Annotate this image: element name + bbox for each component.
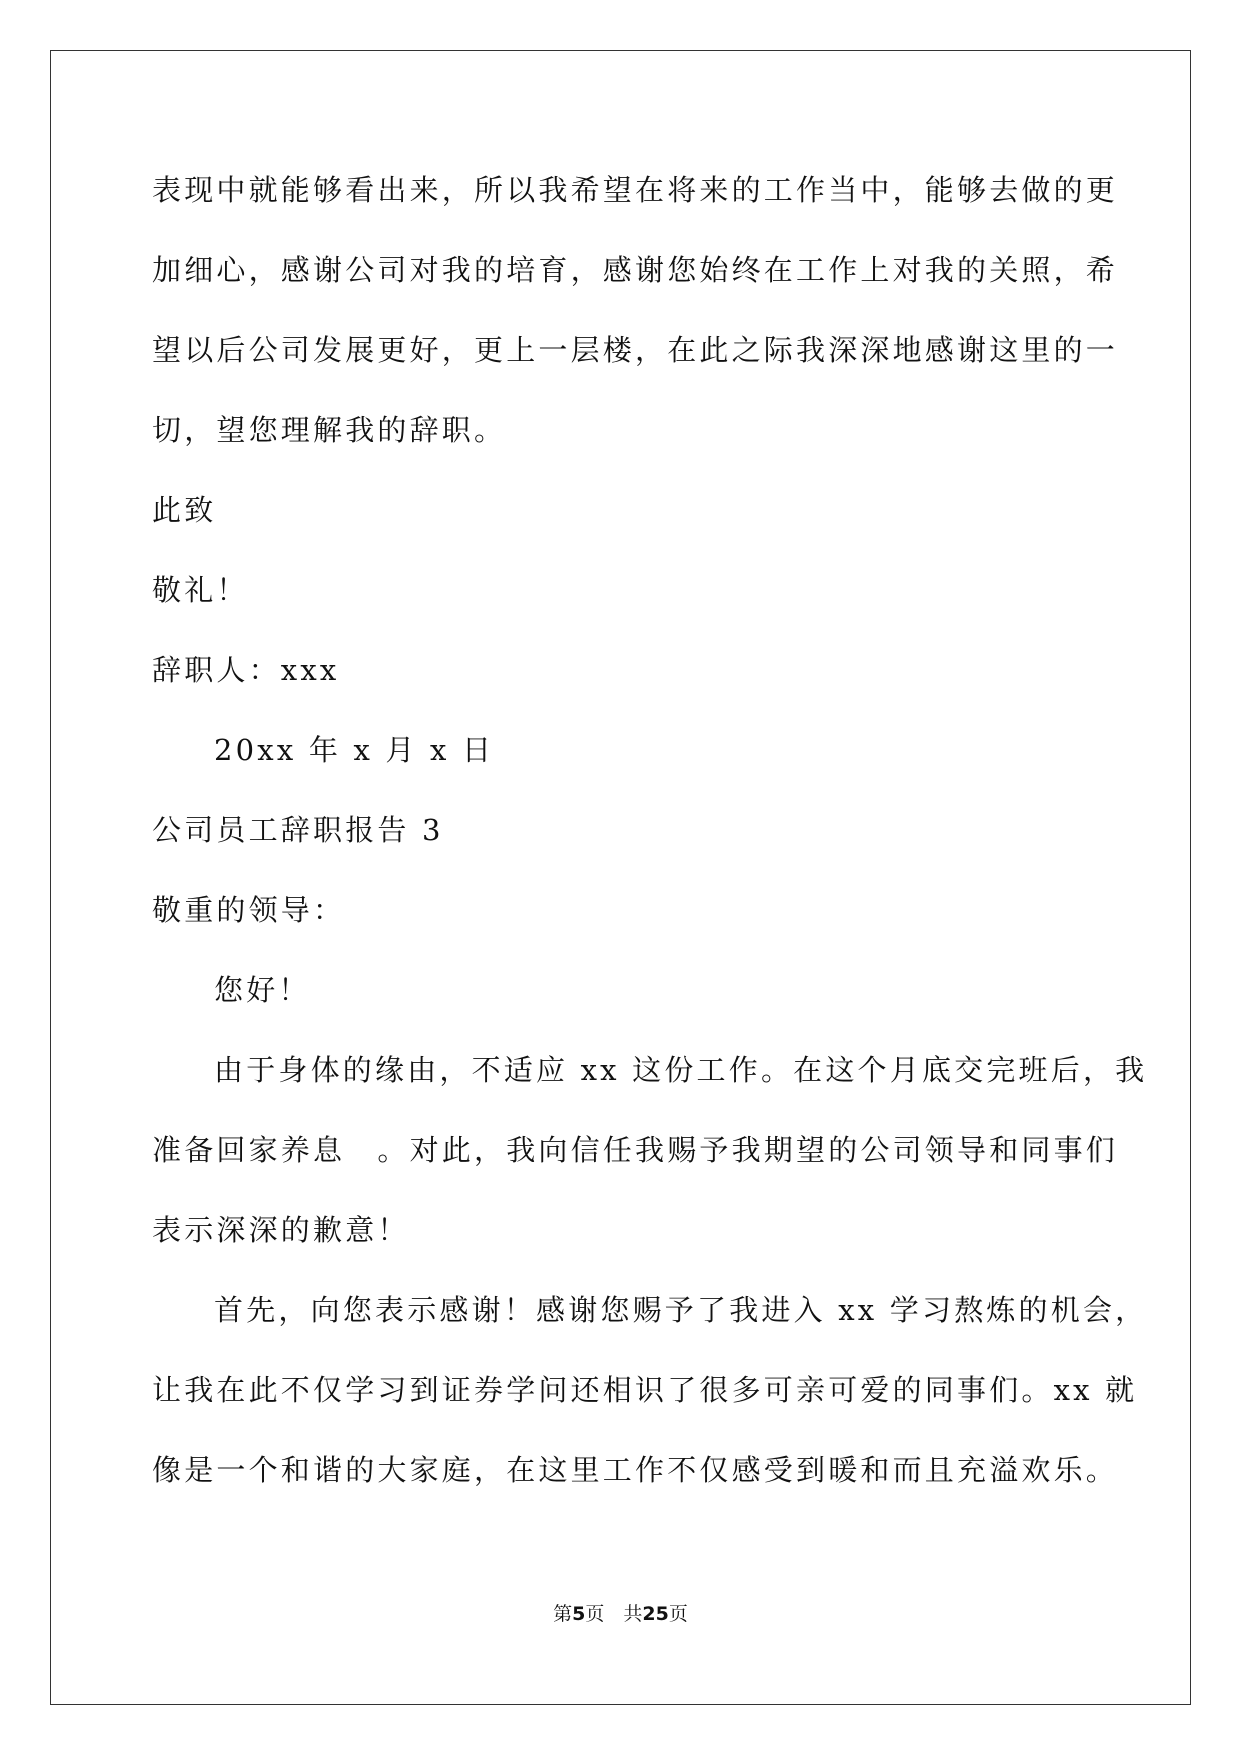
greeting: 您好！ — [214, 973, 311, 1007]
closing-salutation: 此致 — [152, 493, 217, 527]
current-page-number: 5 — [572, 1603, 586, 1625]
body-line-3: 望以后公司发展更好，更上一层楼，在此之际我深深地感谢这里的一 — [152, 333, 1119, 367]
body-line-16: 让我在此不仅学习到证券学问还相识了很多可亲可爱的同事们。xx 就 — [152, 1373, 1138, 1407]
footer-prefix: 第 — [553, 1603, 573, 1625]
page-footer — [0, 1602, 1241, 1626]
section-heading: 公司员工辞职报告 3 — [152, 813, 444, 847]
body-line-1: 表现中就能够看出来，所以我希望在将来的工作当中，能够去做的更 — [152, 173, 1119, 207]
greeting-addressee: 敬重的领导： — [152, 893, 346, 927]
date-line: 20xx 年 x 月 x 日 — [214, 733, 495, 767]
signature-line: 辞职人：xxx — [152, 653, 340, 687]
total-pages-number: 25 — [642, 1603, 669, 1625]
body-line-4: 切，望您理解我的辞职。 — [152, 413, 507, 447]
body-line-2: 加细心，感谢公司对我的培育，感谢您始终在工作上对我的关照，希 — [152, 253, 1119, 287]
body-line-13: 准备回家养息 。对此，我向信任我赐予我期望的公司领导和同事们 — [152, 1133, 1119, 1167]
closing-regards: 敬礼！ — [152, 573, 249, 607]
body-line-15: 首先，向您表示感谢！感谢您赐予了我进入 xx 学习熬炼的机会， — [214, 1293, 1148, 1327]
body-line-12: 由于身体的缘由，不适应 xx 这份工作。在这个月底交完班后，我 — [214, 1053, 1148, 1087]
body-line-17: 像是一个和谐的大家庭，在这里工作不仅感受到暖和而且充溢欢乐。 — [152, 1453, 1119, 1487]
body-line-14: 表示深深的歉意！ — [152, 1213, 410, 1247]
footer-suffix: 页 — [668, 1603, 688, 1625]
footer-mid: 页 共 — [585, 1603, 643, 1625]
